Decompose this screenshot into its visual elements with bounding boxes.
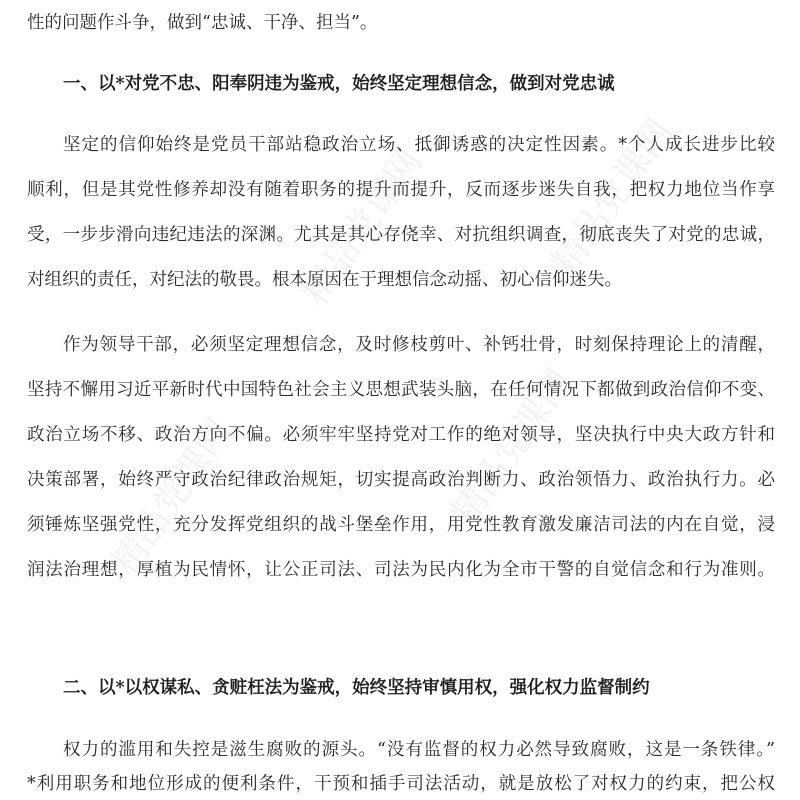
watermark-text: 精品党课网 <box>294 141 431 313</box>
paragraph-line: 润法治理想，厚植为民情怀，让公正司法、司法为民内化为全市干警的自觉信念和行为准则。 <box>27 560 775 580</box>
section-heading-2: 二、以*以权谋私、贪赃枉法为鉴戒，始终坚持审慎用权，强化权力监督制约 <box>63 678 650 698</box>
paragraph-line: 顺利，但是其党性修养却没有随着职务的提升而提升，反而逐步迷失自我，把权力地位当作享 <box>27 180 775 200</box>
watermark-text: 精品党课网 <box>104 411 241 583</box>
paragraph-line: 决策部署，始终严守政治纪律政治规矩，切实提高政治判断力、政治领悟力、政治执行力。必 <box>27 470 775 490</box>
paragraph-line: 权力的滥用和失控是滋生腐败的源头。“没有监督的权力必然导致腐败，这是一条铁律。” <box>63 740 775 760</box>
section-heading-1: 一、以*对党不忠、阳奉阴违为鉴戒，始终坚定理想信念，做到对党忠诚 <box>63 74 615 94</box>
paragraph-line: 须锤炼坚强党性，充分发挥党组织的战斗堡垒作用，用党性教育激发廉洁司法的内在自觉，浸 <box>27 515 775 535</box>
paragraph-line: 对组织的责任，对纪法的敬畏。根本原因在于理想信念动摇、初心信仰迷失。 <box>27 270 622 290</box>
paragraph-line: 作为领导干部，必须坚定理想信念，及时修枝剪叶、补钙壮骨，时刻保持理论上的清醒， <box>63 335 775 355</box>
paragraph-line: 坚持不懈用习近平新时代中国特色社会主义思想武装头脑，在任何情况下都做到政治信仰不变、 <box>27 380 775 400</box>
paragraph-line: *利用职务和地位形成的便利条件，干预和插手司法活动，就是放松了对权力的约束，把公权 <box>27 774 775 794</box>
paragraph-line: 受，一步步滑向违纪违法的深渊。尤其是其心存侥幸、对抗组织调查，彻底丧失了对党的忠诚， <box>27 225 775 245</box>
watermark-text: 精品党课网 <box>544 111 681 283</box>
paragraph-line: 政治立场不移、政治方向不偏。必须牢牢坚持党对工作的绝对领导，坚决执行中央大政方针和 <box>27 425 775 445</box>
paragraph-line: 坚定的信仰始终是党员干部站稳政治立场、抵御诱惑的决定性因素。*个人成长进步比较 <box>63 135 775 155</box>
watermark-text: 精品党课网 <box>444 361 581 533</box>
paragraph-line: 性的问题作斗争，做到“忠诚、干净、担当”。 <box>27 13 378 33</box>
